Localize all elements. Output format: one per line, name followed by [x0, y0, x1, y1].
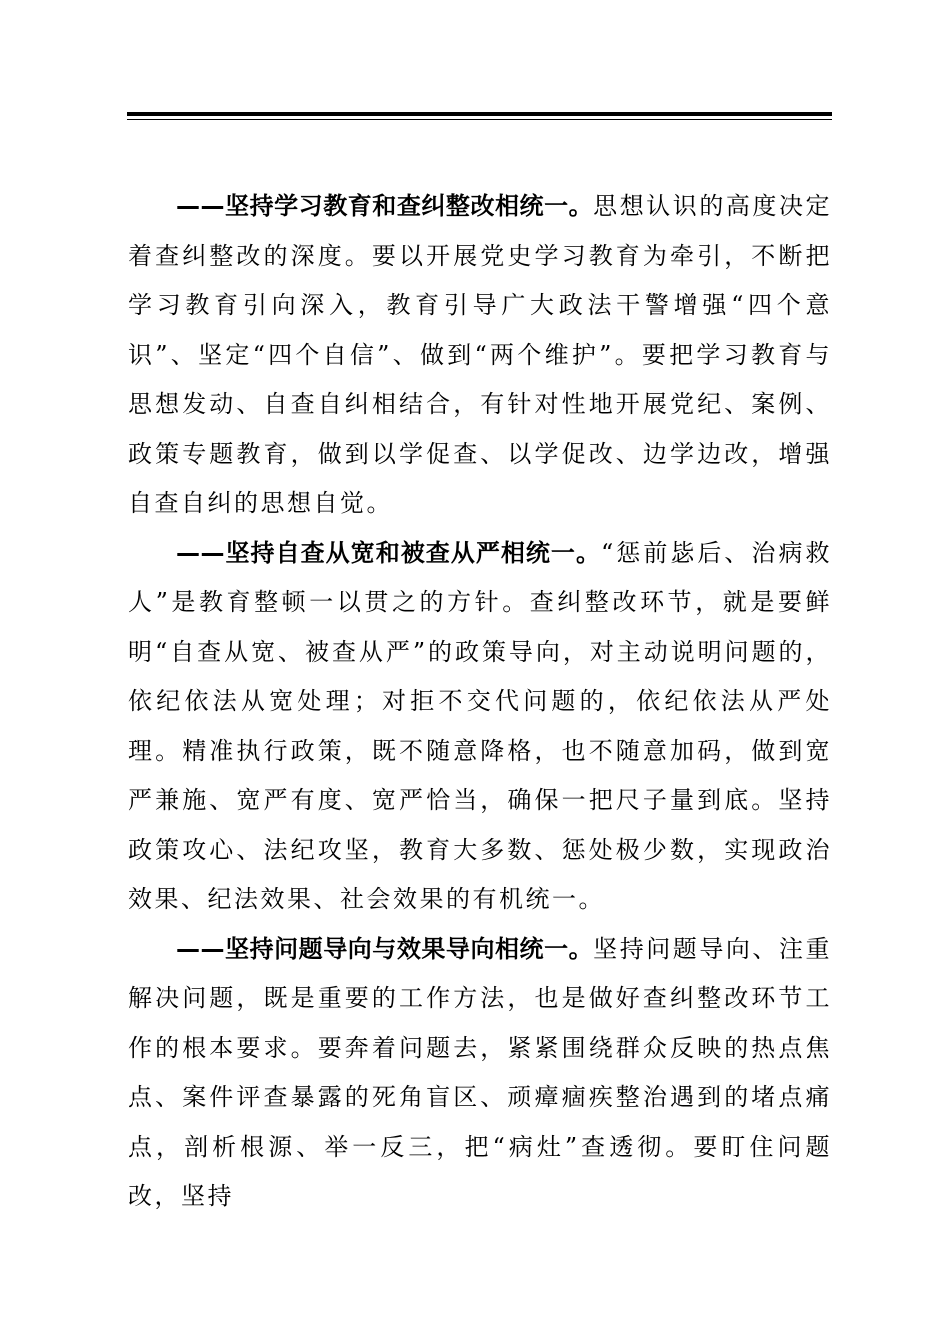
paragraph-lead-heading: ——坚持学习教育和查纠整改相统一。	[176, 192, 594, 220]
header-rule-thick	[127, 112, 832, 116]
paragraph	[128, 925, 832, 1222]
paragraph	[128, 529, 832, 925]
paragraph	[128, 182, 832, 529]
paragraph-body-text: “惩前毖后、治病救人”是教育整顿一以贯之的方针。查纠整改环节，就是要鲜明“自查从宽、被查从严”的政策导向，对主动说明问题的，依纪依法从宽处理；对拒不交代问题的，依纪依法从严处理。精准执行政策，既不随意降格，也不随意加码，做到宽严兼施、宽严有度、宽严恰当，确保一把尺子量到底。坚持政策攻心、法纪攻坚，教育大多数、惩处极少数，实现政治效果、纪法效果、社会效果的有机统一。	[128, 538, 832, 913]
header-rule-thin	[127, 119, 832, 120]
paragraph-body-text: 坚持问题导向、注重解决问题，既是重要的工作方法，也是做好查纠整改环节工作的根本要求。要奔着问题去，紧紧围绕群众反映的热点焦点、案件评查暴露的死角盲区、顽瘴痼疾整治遇到的堵点痛点，剖析根源、举一反三，把“病灶”查透彻。要盯住问题改，坚持	[128, 934, 833, 1210]
paragraph-body-text: 思想认识的高度决定着查纠整改的深度。要以开展党史学习教育为牵引，不断把学习教育引向深入，教育引导广大政法干警增强“四个意识”、坚定“四个自信”、做到“两个维护”。要把学习教育与思想发动、自查自纠相结合，有针对性地开展党纪、案例、政策专题教育，做到以学促查、以学促改、边学边改，增强自查自纠的思想自觉。	[128, 192, 833, 517]
paragraph-lead-heading: ——坚持问题导向与效果导向相统一。	[176, 934, 594, 963]
paragraph-lead-heading: ——坚持自查从宽和被查从严相统一。	[176, 538, 601, 567]
document-body	[128, 182, 832, 1222]
